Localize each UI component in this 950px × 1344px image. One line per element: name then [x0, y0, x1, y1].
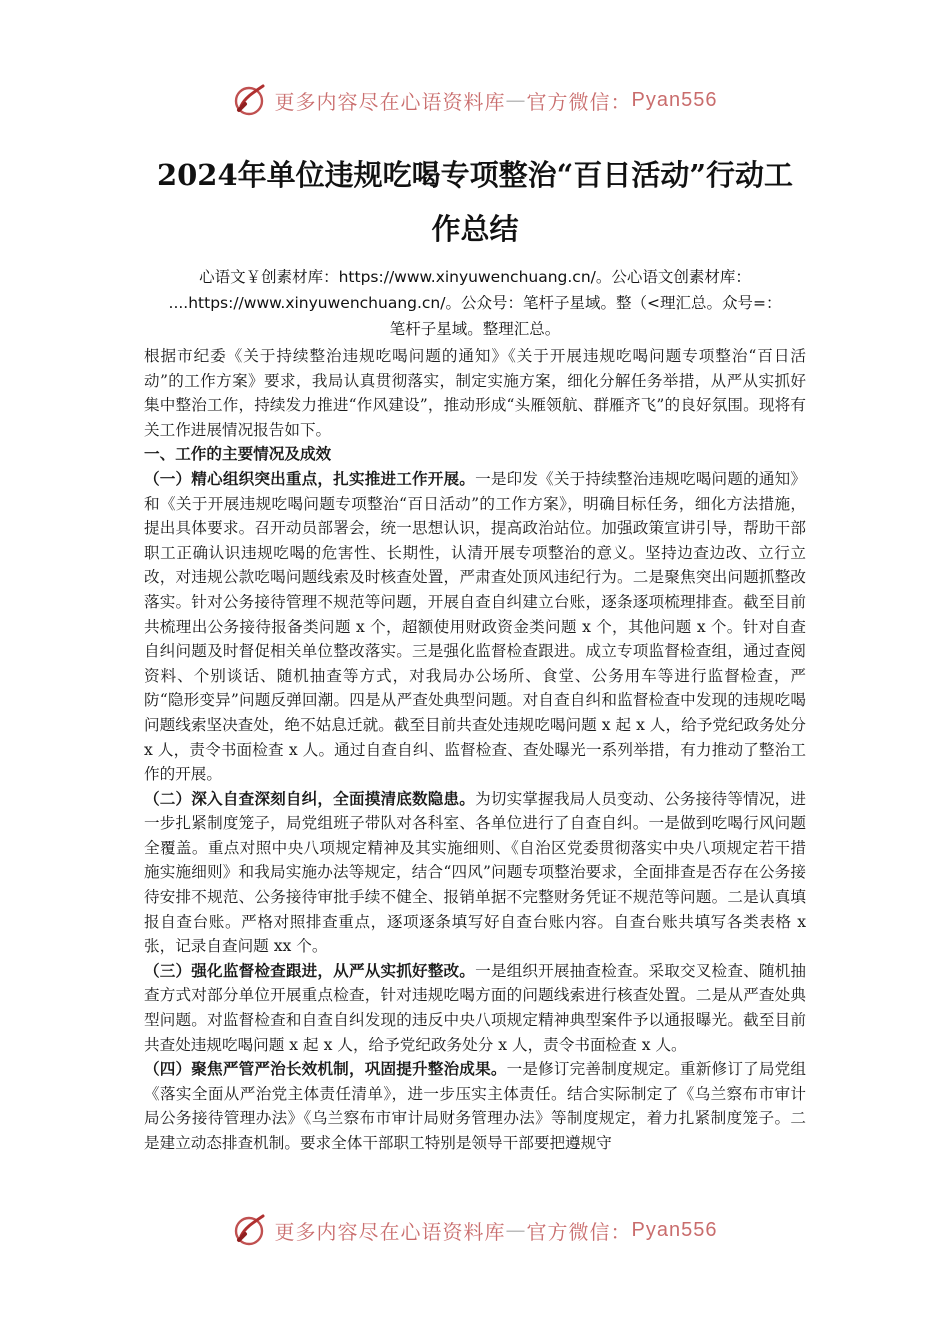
- title-line-1: 2024年单位违规吃喝专项整治“百日活动”行动工: [156, 158, 794, 192]
- paragraph-4-lead: （四）聚焦严管严治长效机制，巩固提升整治成果。: [144, 1059, 507, 1079]
- banner-dash: —: [505, 1218, 527, 1242]
- source-line-1: 心语文￥创素材库：https://www.xinyuwenchuang.cn/。公心语文创素材库：: [199, 268, 751, 286]
- source-notice: [120, 264, 830, 342]
- paragraph-3: [144, 959, 806, 1057]
- paragraph-4: [144, 1057, 806, 1155]
- paragraph-2-lead: （二）深入自查深刻自纠，全面摸清底数隐患。: [144, 788, 476, 808]
- document-title: [100, 148, 850, 256]
- paragraph-4-text: 一是修订完善制度规定。重新修订了局党组《落实全面从严治党主体责任清单》，进一步压实主体责任。结合实际制定了《乌兰察布市审计局公务接待管理办法》《乌兰察布市审计局财务管理办法》等制度规定，着力扎紧制度笼子。二是建立动态排查机制。要求全体干部职工特别是领导干部要把遵规守: [144, 1060, 806, 1152]
- banner-handle: Pyan556: [631, 88, 718, 111]
- title-line-2: 作总结: [431, 212, 519, 246]
- intro-paragraph: 根据市纪委《关于持续整治违规吃喝问题的通知》《关于开展违规吃喝问题专项整治“百日活动”的工作方案》要求，我局认真贯彻落实，制定实施方案，细化分解任务举措，从严从实抓好集中整治工作，持续发力推进“作风建设”，推动形成“头雁领航、群雁齐飞”的良好氛围。现将有关工作进展情况报告如下。: [144, 347, 806, 439]
- banner-text: 更多内容尽在心语资料库: [274, 89, 506, 114]
- header-banner: [0, 78, 950, 122]
- paragraph-1-lead: （一）精心组织突出重点，扎实推进工作开展。: [144, 468, 476, 488]
- banner-label: 官方微信：: [526, 1219, 632, 1244]
- source-line-3: 笔杆子星域。整理汇总。: [389, 320, 561, 338]
- banner-handle: Pyan556: [631, 1218, 718, 1241]
- document-body: [144, 344, 806, 1156]
- footer-banner: [0, 1208, 950, 1252]
- paragraph-1: [144, 467, 806, 787]
- banner-text: 更多内容尽在心语资料库: [274, 1219, 506, 1244]
- paragraph-3-text: 一是组织开展抽查检查。采取交叉检查、随机抽查方式对部分单位开展重点检查，针对违规吃喝方面的问题线索进行核查处置。二是从严查处典型问题。对监督检查和自查自纠发现的违反中央八项规定精神典型案件予以通报曝光。截至目前共查处违规吃喝问题 x 起 x 人，给予党纪政务处分 x 人，责令书面检查 x 人。: [144, 961, 806, 1054]
- source-line-2: ....https://www.xinyuwenchuang.cn/。公众号：笔杆子星域。整（<理汇总。众号=：: [168, 294, 782, 312]
- section-heading: 一、工作的主要情况及成效: [144, 444, 332, 464]
- brush-logo-icon: [233, 82, 269, 118]
- paragraph-1-text: 一是印发《关于持续整治违规吃喝问题的通知》和《关于开展违规吃喝问题专项整治“百日活动”的工作方案》，明确目标任务，细化方法措施，提出具体要求。召开动员部署会，统一思想认识，提高政治站位。加强政策宣讲引导，帮助干部职工正确认识违规吃喝的危害性、长期性，认清开展专项整治的意义。坚持边查边改、立行立改，对违规公款吃喝问题线索及时核查处置，严肃查处顶风违纪行为。二是聚焦突出问题抓整改落实。针对公务接待管理不规范等问题，开展自查自纠建立台账，逐条逐项梳理排查。截至目前共梳理出公务接待报备类问题 x 个，超额使用财政资金类问题 x 个，其他问题 x 个。针对自查自纠问题及时督促相关单位整改落实。三是强化监督检查跟进。成立专项监督检查组，通过查阅资料、个别谈话、随机抽查等方式，对我局办公场所、食堂、公务用车等进行监督检查，严防“隐形变异”问题反弹回潮。四是从严查处典型问题。对自查自纠和监督检查中发现的违规吃喝问题线索坚决查处，绝不姑息迁就。截至目前共查处违规吃喝问题 x 起 x 人，给予党纪政务处分 x 人，责令书面检查 x 人。通过自查自纠、监督检查、查处曝光一系列举措，有力推动了整治工作的开展。: [144, 469, 806, 784]
- paragraph-2-text: 为切实掌握我局人员变动、公务接待等情况，进一步扎紧制度笼子，局党组班子带队对各科室、各单位进行了自查自纠。一是做到吃喝行风问题全覆盖。重点对照中央八项规定精神及其实施细则、《自治区党委贯彻落实中央八项规定若干措施实施细则》和我局实施办法等规定，结合“四风”问题专项整治要求，全面排查是否存在公务接待安排不规范、公务接待审批手续不健全、报销单据不完整财务凭证不规范等问题。二是认真填报自查台账。严格对照排查重点，逐项逐条填写好自查台账内容。自查台账共填写各类表格 x 张，记录自查问题 xx 个。: [144, 789, 806, 956]
- banner-label: 官方微信：: [526, 89, 632, 114]
- paragraph-2: [144, 787, 806, 959]
- banner-dash: —: [505, 88, 527, 112]
- paragraph-3-lead: （三）强化监督检查跟进，从严从实抓好整改。: [144, 960, 476, 980]
- brush-logo-icon: [233, 1212, 269, 1248]
